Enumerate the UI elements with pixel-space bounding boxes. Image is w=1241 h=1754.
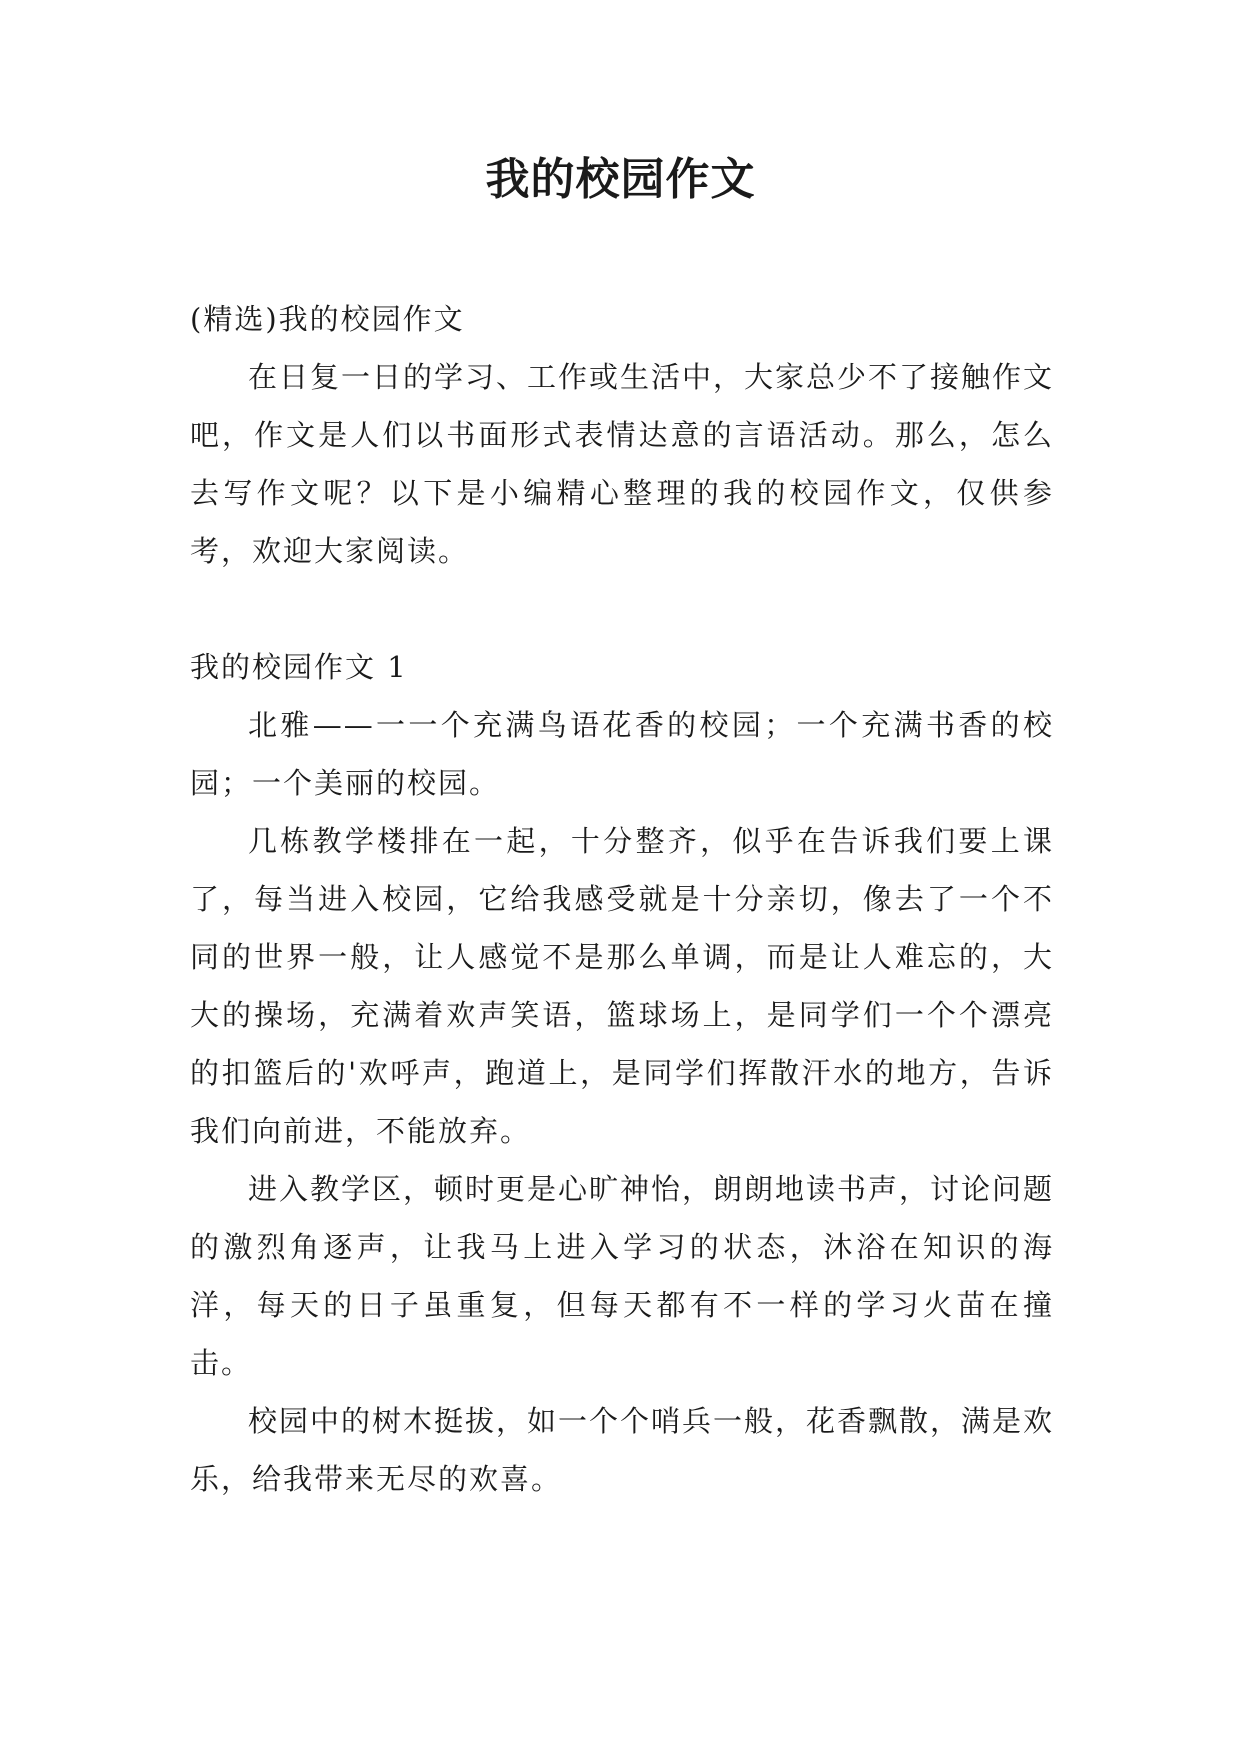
document-subtitle: (精选)我的校园作文 — [190, 302, 465, 336]
body-paragraph-4: 校园中的树木挺拔，如一个个哨兵一般，花香飘散，满是欢乐，给我带来无尽的欢喜。 — [190, 1404, 1055, 1496]
body-paragraph-1: 北雅——一一个充满鸟语花香的校园；一个充满书香的校园；一个美丽的校园。 — [190, 708, 1054, 800]
body-paragraph-2: 几栋教学楼排在一起，十分整齐，似乎在告诉我们要上课了，每当进入校园，它给我感受就是十分亲切，像去了一个不同的世界一般，让人感觉不是那么单调，而是让人难忘的，大大的操场，充满着欢声笑语，篮球场上，是同学们一个个漂亮的扣篮后的'欢呼声，跑道上，是同学们挥散汗水的地方，告诉我们向前进，不能放弃。 — [190, 824, 1054, 1148]
document-body — [190, 290, 1054, 1508]
intro-paragraph: 在日复一日的学习、工作或生活中，大家总少不了接触作文吧，作文是人们以书面形式表情达意的言语活动。那么，怎么去写作文呢？以下是小编精心整理的我的校园作文，仅供参考，欢迎大家阅读。 — [190, 360, 1055, 568]
section-heading: 我的校园作文 1 — [190, 650, 408, 684]
body-paragraph-3: 进入教学区，顿时更是心旷神怡，朗朗地读书声，讨论问题的激烈角逐声，让我马上进入学习的状态，沐浴在知识的海洋，每天的日子虽重复，但每天都有不一样的学习火苗在撞击。 — [190, 1172, 1055, 1380]
document-title: 我的校园作文 — [485, 154, 756, 205]
